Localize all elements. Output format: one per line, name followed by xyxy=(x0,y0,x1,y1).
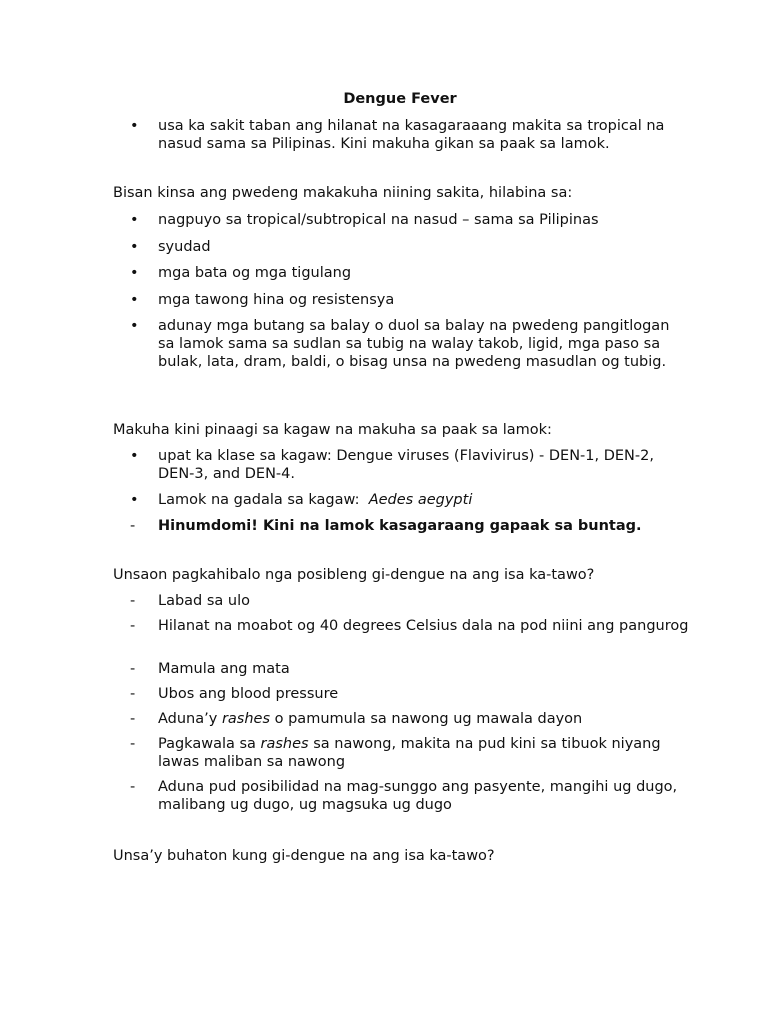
section-heading-symptoms: Unsaon pagkahibalo nga posibleng gi-dengue na ang isa ka-tawo? xyxy=(113,567,595,583)
text-run: Aduna’y xyxy=(158,711,218,727)
bullet-marker: • xyxy=(130,239,139,255)
list-item-text: usa ka sakit taban ang hilanat na kasagaraaang makita sa tropical na nasud sama sa Pilipinas. Kini makuha gikan sa paak sa lamok. xyxy=(158,118,665,152)
list-item-text: Labad sa ulo xyxy=(158,593,251,609)
document-title: Dengue Fever xyxy=(343,91,457,107)
emphasis-text: rashes xyxy=(260,736,309,752)
list-item xyxy=(130,491,690,509)
list-item-text xyxy=(158,710,690,728)
bullet-marker: • xyxy=(130,318,139,334)
dash-marker: - xyxy=(130,593,136,609)
list-item xyxy=(130,517,690,535)
section-heading-treatment: Unsa’y buhaton kung gi-dengue na ang isa ka-tawo? xyxy=(113,848,495,864)
bullet-marker: • xyxy=(130,292,139,308)
list-item-text: syudad xyxy=(158,239,211,255)
list-item-text: upat ka klase sa kagaw: Dengue viruses (Flavivirus) - DEN-1, DEN-2, DEN-3, and DEN-4. xyxy=(158,448,654,482)
bullet-marker: • xyxy=(130,212,139,228)
text-run: sa nawong, makita na pud kini sa tibuok niyang lawas maliban sa nawong xyxy=(158,736,661,770)
emphasis-text: rashes xyxy=(221,711,271,727)
dash-marker: - xyxy=(130,736,136,752)
list-item-text: Aduna pud posibilidad na mag-sunggo ang pasyente, mangihi ug dugo, malibang ug dugo, ug magsuka ug dugo xyxy=(158,779,678,813)
list-item xyxy=(130,617,690,635)
list-item xyxy=(130,685,690,703)
list-item-text xyxy=(158,735,690,771)
list-item-text xyxy=(158,491,690,509)
list-item xyxy=(130,238,690,256)
list-item-text: mga tawong hina og resistensya xyxy=(158,292,395,308)
list-item xyxy=(130,660,690,678)
list-item xyxy=(130,317,690,371)
list-item-text-plain: Lamok na gadala sa kagaw: xyxy=(158,492,360,508)
section-heading-transmission: Makuha kini pinaagi sa kagaw na makuha sa paak sa lamok: xyxy=(113,422,552,438)
dash-marker: - xyxy=(130,686,136,702)
list-item xyxy=(130,264,690,282)
intro-bullet-item xyxy=(130,117,690,153)
list-item-text: nagpuyo sa tropical/subtropical na nasud – sama sa Pilipinas xyxy=(158,212,599,228)
bullet-marker: • xyxy=(130,265,139,281)
reminder-text: Hinumdomi! Kini na lamok kasagaraang gapaak sa buntag. xyxy=(158,518,642,534)
bullet-marker: • xyxy=(130,448,139,464)
list-item xyxy=(130,710,690,728)
list-item-text: Hilanat na moabot og 40 degrees Celsius dala na pod niini ang pangurog xyxy=(158,618,689,634)
list-item xyxy=(130,291,690,309)
dash-marker: - xyxy=(130,711,136,727)
bullet-marker: • xyxy=(130,492,139,508)
list-item-text: Ubos ang blood pressure xyxy=(158,686,339,702)
list-item xyxy=(130,778,690,814)
text-run: Pagkawala sa xyxy=(158,736,256,752)
bullet-marker: • xyxy=(130,118,139,134)
list-item xyxy=(130,447,690,483)
species-name: Aedes aegypti xyxy=(368,492,473,508)
dash-marker: - xyxy=(130,779,136,795)
list-item xyxy=(130,735,690,771)
section-heading-who: Bisan kinsa ang pwedeng makakuha niining sakita, hilabina sa: xyxy=(113,185,573,201)
list-item xyxy=(130,592,690,610)
list-item-text: adunay mga butang sa balay o duol sa balay na pwedeng pangitlogan sa lamok sama sa sudlan sa tubig na walay takob, ligid, mga paso sa bulak, lata, dram, baldi, o bisag unsa na pwedeng masudlan og tubig. xyxy=(158,318,670,370)
list-item-text: mga bata og mga tigulang xyxy=(158,265,352,281)
dash-marker: - xyxy=(130,618,136,634)
text-run: o pamumula sa nawong ug mawala dayon xyxy=(274,711,583,727)
dash-marker: - xyxy=(130,661,136,677)
list-item xyxy=(130,211,690,229)
dash-marker: - xyxy=(130,518,136,534)
list-item-text: Mamula ang mata xyxy=(158,661,290,677)
